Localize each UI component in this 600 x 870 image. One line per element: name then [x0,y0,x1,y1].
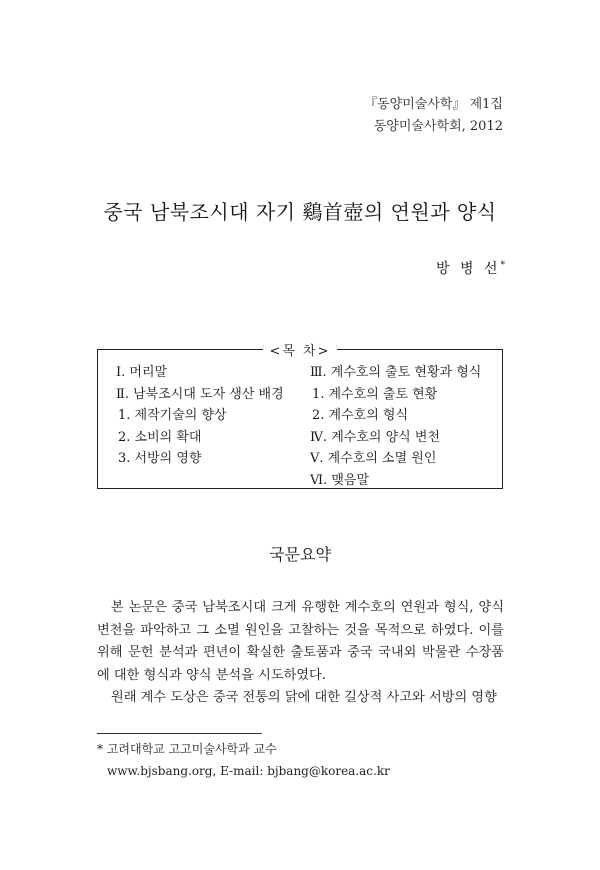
toc-subitem: 1. 제작기술의 향상 [118,408,227,423]
abstract-body [97,597,504,710]
toc-right-column [310,362,481,491]
journal-info [364,94,503,138]
table-of-contents [97,344,503,489]
toc-item: Ⅱ. 남북조시대 도자 생산 배경 [116,386,284,402]
toc-subitem: 2. 소비의 확대 [118,429,202,445]
author-name: 방 병 선 [436,261,501,277]
paper-title: 중국 남북조시대 자기 鷄首壺의 연원과 양식 [103,200,497,224]
footnote-affiliation: * 고려대학교 고고미술사학과 교수 [97,742,277,756]
toc-left-column [116,362,284,470]
toc-item: Ⅴ. 계수호의 소멸 원인 [310,451,437,466]
toc-subitem: 2. 계수호의 형식 [312,408,409,423]
toc-item: Ⅵ. 맺음말 [310,472,370,488]
footnote-divider [97,733,262,734]
footnote [97,738,390,782]
toc-subitem: 3. 서방의 영향 [118,451,202,466]
journal-name: 『동양미술사학』 제1집 [364,97,503,112]
toc-item: Ⅳ. 계수호의 양식 변천 [310,429,440,445]
toc-item: Ⅲ. 계수호의 출토 현황과 형식 [310,365,482,380]
journal-publisher: 동양미술사학회, 2012 [373,119,503,134]
toc-subitem: 1. 계수호의 출토 현황 [312,386,438,402]
abstract-paragraph: 원래 계수 도상은 중국 전통의 닭에 대한 길상적 사고와 서방의 영향 [111,690,497,705]
abstract-paragraph: 본 논문은 중국 남북조시대 크게 유행한 계수호의 연원과 형식, 양식 변천을 파악하고 그 소멸 원인을 고찰하는 것을 목적으로 하였다. 이를 위해 문헌 분석과 편년이 확실한 출토품과 중국 국내외 박물관 수장품에 대한 형식과 양식 분석을 시도하였다. [97,600,504,683]
author [436,258,505,278]
footnote-contact: www.bjsbang.org, E-mail: bjbang@korea.ac.kr [107,764,390,778]
abstract-title: 국문요약 [269,545,331,564]
author-footnote-mark: * [500,260,505,271]
toc-heading: <목 차> [263,344,336,359]
toc-item: Ⅰ. 머리말 [116,365,168,380]
